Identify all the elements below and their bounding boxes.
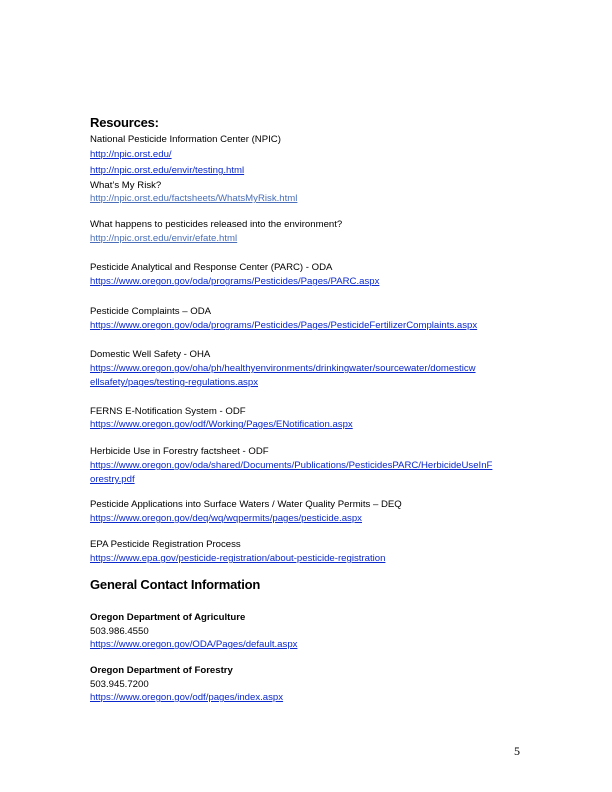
- resource-link-pesticide-fate[interactable]: http://npic.orst.edu/envir/efate.html: [90, 233, 238, 244]
- contact-link-oda[interactable]: https://www.oregon.gov/ODA/Pages/default.aspx: [90, 639, 298, 650]
- resource-link-well-safety-cont[interactable]: ellsafety/pages/testing-regulations.aspx: [90, 377, 258, 388]
- resource-title-npic: National Pesticide Information Center (NPIC): [90, 134, 281, 145]
- resources-heading: Resources:: [90, 115, 159, 130]
- resource-title-ferns: FERNS E-Notification System - ODF: [90, 406, 246, 417]
- resource-title-parc: Pesticide Analytical and Response Center (PARC) - ODA: [90, 262, 333, 273]
- resource-title-herbicide: Herbicide Use in Forestry factsheet - ODF: [90, 446, 269, 457]
- resource-title-complaints: Pesticide Complaints – ODA: [90, 306, 212, 317]
- contact-name-odf: Oregon Department of Forestry: [90, 665, 233, 676]
- resource-link-npic-testing[interactable]: http://npic.orst.edu/envir/testing.html: [90, 165, 245, 176]
- contact-name-oda: Oregon Department of Agriculture: [90, 612, 246, 623]
- contacts-heading: General Contact Information: [90, 577, 261, 592]
- resource-title-deq: Pesticide Applications into Surface Waters / Water Quality Permits – DEQ: [90, 499, 402, 510]
- resource-link-herbicide-cont[interactable]: orestry.pdf: [90, 474, 135, 485]
- contact-phone-oda: 503.986.4550: [90, 626, 149, 637]
- resource-title-well-safety: Domestic Well Safety - OHA: [90, 349, 211, 360]
- contact-link-odf[interactable]: https://www.oregon.gov/odf/pages/index.aspx: [90, 692, 284, 703]
- resource-link-ferns[interactable]: https://www.oregon.gov/odf/Working/Pages/ENotification.aspx: [90, 419, 353, 430]
- resource-title-pesticide-fate: What happens to pesticides released into the environment?: [90, 219, 343, 230]
- resource-link-complaints[interactable]: https://www.oregon.gov/oda/programs/Pesticides/Pages/PesticideFertilizerComplaints.aspx: [90, 320, 478, 331]
- resource-title-whats-my-risk: What’s My Risk?: [90, 180, 162, 191]
- resource-link-parc[interactable]: https://www.oregon.gov/oda/programs/Pesticides/Pages/PARC.aspx: [90, 276, 380, 287]
- resource-link-whats-my-risk[interactable]: http://npic.orst.edu/factsheets/WhatsMyRisk.html: [90, 193, 298, 204]
- resource-link-epa[interactable]: https://www.epa.gov/pesticide-registration/about-pesticide-registration: [90, 553, 386, 564]
- resource-link-well-safety[interactable]: https://www.oregon.gov/oha/ph/healthyenvironments/drinkingwater/sourcewater/domesticw: [90, 363, 476, 374]
- resource-link-herbicide[interactable]: https://www.oregon.gov/oda/shared/Documents/Publications/PesticidesPARC/HerbicideUseInF: [90, 460, 493, 471]
- resource-link-npic-home[interactable]: http://npic.orst.edu/: [90, 149, 172, 160]
- resource-title-epa: EPA Pesticide Registration Process: [90, 539, 241, 550]
- resource-link-deq[interactable]: https://www.oregon.gov/deq/wq/wqpermits/pages/pesticide.aspx: [90, 513, 362, 524]
- page-number: 5: [514, 744, 520, 758]
- contact-phone-odf: 503.945.7200: [90, 679, 149, 690]
